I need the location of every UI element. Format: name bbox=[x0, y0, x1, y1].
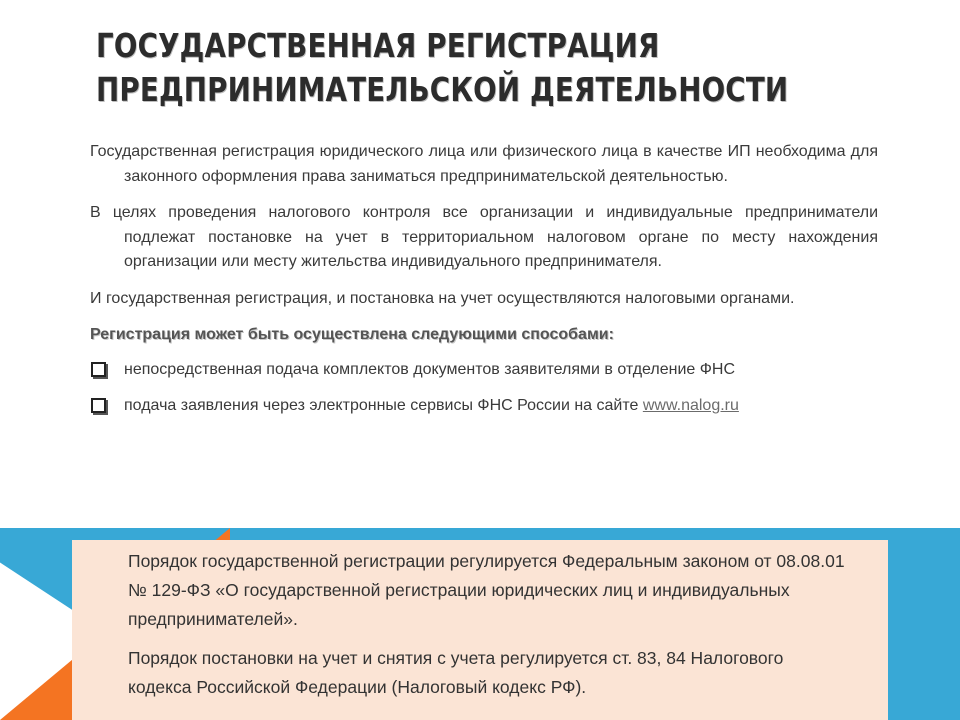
slide-body bbox=[90, 140, 878, 431]
nalog-link[interactable]: www.nalog.ru bbox=[642, 397, 739, 414]
title-line-2: ПРЕДПРИНИМАТЕЛЬСКОЙ ДЕЯТЕЛЬНОСТИ bbox=[96, 70, 789, 109]
bullet-text: подача заявления через электронные сервисы ФНС России на сайте bbox=[124, 397, 643, 414]
note-paragraph-1: Порядок государственной регистрации регулируется Федеральным законом от 08.08.01 № 129-ФЗ «О государственной регистрации юридических лиц и индивидуальных предпринимателей». bbox=[128, 551, 845, 629]
slide-title bbox=[96, 24, 789, 112]
bullet-item bbox=[90, 394, 878, 419]
bullet-item bbox=[90, 358, 878, 383]
paragraph-1: Государственная регистрация юридического лица или физического лица в качестве ИП необходима для законного оформления права заниматься предпринимательской деятельностью. bbox=[90, 143, 878, 185]
legal-note-box bbox=[72, 540, 888, 720]
paragraph-3: И государственная регистрация, и постановка на учет осуществляются налоговыми органами. bbox=[90, 289, 795, 307]
checkbox-bullet-icon bbox=[91, 398, 106, 413]
title-line-1: ГОСУДАРСТВЕННАЯ РЕГИСТРАЦИЯ bbox=[96, 26, 660, 65]
checkbox-bullet-icon bbox=[91, 362, 106, 377]
bullet-text: непосредственная подача комплектов документов заявителями в отделение ФНС bbox=[124, 360, 736, 378]
methods-subheading: Регистрация может быть осуществлена следующими способами: bbox=[90, 326, 614, 343]
paragraph-2: В целях проведения налогового контроля все организации и индивидуальные предприниматели подлежат постановке на учет в территориальном налоговом органе по месту нахождения организации или месту жительства индивидуального предпринимателя. bbox=[90, 204, 878, 270]
note-paragraph-2: Порядок постановки на учет и снятия с учета регулируется ст. 83, 84 Налогового кодекса Российской Федерации (Налоговый кодекс РФ). bbox=[128, 648, 784, 697]
